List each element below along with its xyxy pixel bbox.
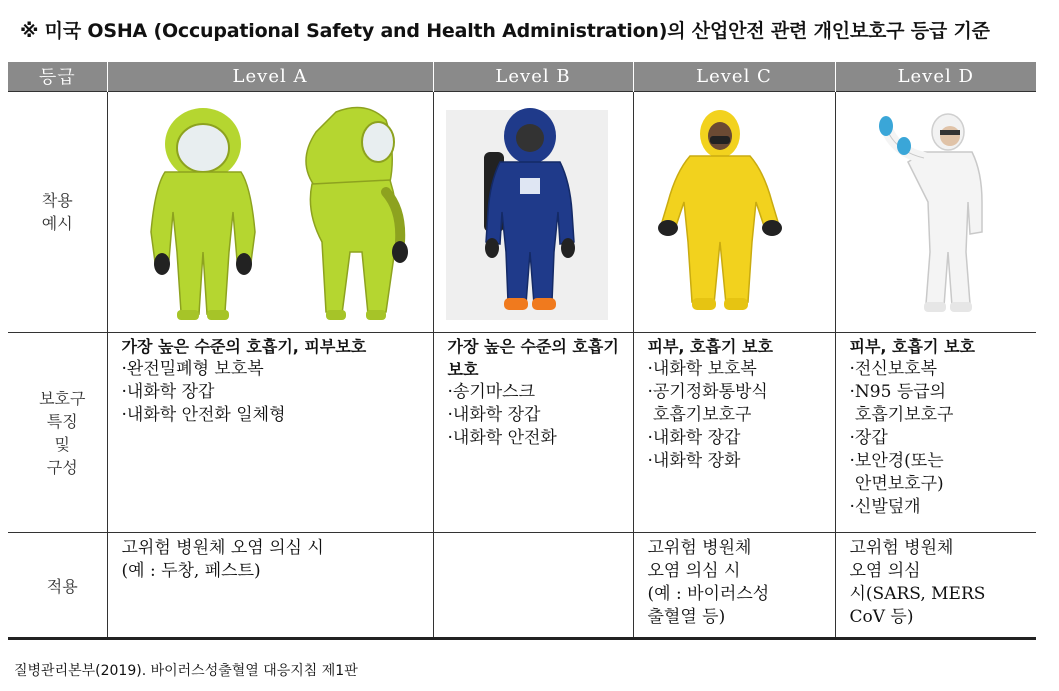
level-d-feature-title: 피부, 호흡기 보호 [849,336,975,356]
hazmat-suit-green-image [108,92,433,332]
level-a-feature-title: 가장 높은 수준의 호흡기, 피부보호 [121,336,367,356]
level-c-feature-title: 피부, 호흡기 보호 [647,336,773,356]
level-a-features [107,332,433,532]
level-b-feature-list [448,381,629,450]
list-item: ·보안경(또는 안면보호구) [849,450,944,494]
application-row [8,532,1036,638]
list-item: ·송기마스크 [447,381,536,402]
list-item: ·N95 등급의 호흡기보호구 [849,381,954,425]
header-level-c: Level C [633,62,835,91]
yellow-suit-image [634,92,835,332]
list-item: ·내화학 장갑 [647,427,741,448]
list-item: ·장갑 [849,427,888,448]
level-d-features [835,332,1036,532]
level-d-photo [835,91,1036,332]
row-label-features: 보호구 특징 및 구성 [8,332,107,532]
features-row [8,332,1036,532]
ppe-level-table [8,62,1036,640]
blue-suit-with-scba-image [434,92,633,332]
level-b-photo [433,91,633,332]
source-citation: 질병관리본부(2019). 바이러스성출혈열 대응지침 제1판 [14,663,358,679]
example-images-row [8,91,1036,332]
header-level-b: Level B [433,62,633,91]
level-b-features [433,332,633,532]
row-label-application: 적용 [8,532,107,638]
header-row [8,62,1036,91]
level-c-photo [633,91,835,332]
list-item: ·내화학 장화 [647,450,741,471]
level-b-application [433,532,633,638]
list-item: ·완전밀폐형 보호복 [121,358,264,379]
level-c-feature-list [648,358,831,473]
list-item: ·공기정화통방식 호흡기보호구 [647,381,768,425]
page-title: ※ 미국 OSHA (Occupational Safety and Health Administration)의 산업안전 관련 개인보호구 등급 기준 [20,20,990,42]
list-item: ·내화학 보호복 [647,358,757,379]
list-item: ·전신보호복 [849,358,938,379]
list-item: ·신발덮개 [849,496,921,517]
level-c-application: 고위험 병원체 오염 의심 시 (예 : 바이러스성 출혈열 등) [633,532,835,638]
list-item: ·내화학 안전화 일체형 [121,404,286,425]
level-a-application: 고위험 병원체 오염 의심 시 (예 : 두창, 페스트) [107,532,433,638]
list-item: ·내화학 장갑 [121,381,215,402]
white-coverall-image [836,92,1036,332]
level-d-feature-list [850,358,1033,519]
level-a-photo [107,91,433,332]
level-c-features [633,332,835,532]
level-d-application: 고위험 병원체 오염 의심 시(SARS, MERS CoV 등) [835,532,1036,638]
level-b-feature-title: 가장 높은 수준의 호흡기 보호 [447,336,619,379]
header-grade: 등급 [8,62,107,91]
list-item: ·내화학 안전화 [447,427,557,448]
header-level-d: Level D [835,62,1036,91]
list-item: ·내화학 장갑 [447,404,541,425]
level-a-feature-list [122,358,429,427]
row-label-examples: 착용 예시 [8,91,107,332]
header-level-a: Level A [107,62,433,91]
